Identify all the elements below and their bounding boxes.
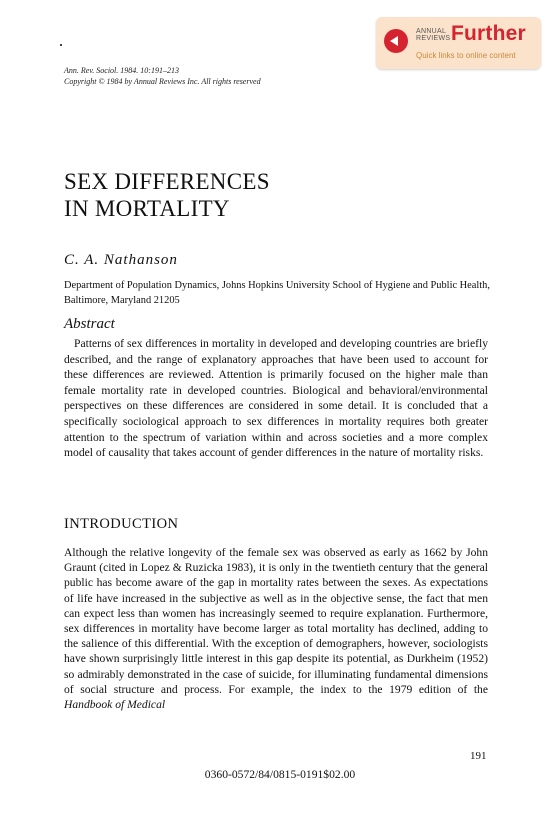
annual-reviews-further-badge[interactable] [376,17,541,69]
introduction-text-main: Although the relative longevity of the female sex was observed as early as 1662 by John Graunt (cited in Lopez & Ruzicka 1983), it is only in the twentieth century that the general public has become aware of the gap in mortality rates between the sexes. As expectations of life have increased in the subjective as well as in the objective sense, the fact that men can expect less than women has increasingly seemed to require explanation. Furthermore, sex differences in mortality have become larger as total mortality has declined, adding to the salience of this differential. With the exception of demographers, however, sociologists have shown surprisingly little interest in this gap despite its potential, as Durkheim (1952) so admirably demonstrated in the case of suicide, for illuminating fundamental dimensions of social structure and process. For example, the index to the 1979 edition of the [64,546,488,696]
badge-tagline: Quick links to online content [416,51,516,60]
journal-citation: Ann. Rev. Sociol. 1984. 10:191–213 [64,66,179,75]
back-arrow-icon [384,29,408,53]
author-affiliation: Department of Population Dynamics, Johns Hopkins University School of Hygiene and Public Health, Baltimore, Maryland 21205 [64,280,490,306]
abstract-heading: Abstract [64,316,115,332]
introduction-text-italic: Handbook of Medical [64,698,166,712]
scan-dot [60,44,62,46]
page-number: 191 [470,750,487,762]
title-line-1: SEX DIFFERENCES [64,169,270,194]
journal-copyright: Copyright © 1984 by Annual Reviews Inc. All rights reserved [64,77,261,86]
author-name: C. A. Nathanson [64,252,178,268]
badge-brand-big: Further [451,22,526,45]
introduction-heading: INTRODUCTION [64,516,179,532]
abstract-text: Patterns of sex differences in mortality in developed and developing countries are briefly described, and the range of explanatory approaches that have been used to account for these differences are reviewed. Attention is primarily focused on the higher male than female mortality rate in developed countries. Biological and behavioral/environmental perspectives on these differences are considered in some detail. It is concluded that a specifically sociological approach to sex differences in mortality requires both greater attention to the spectrum of variation within and across societies and a more complex model of causality that takes account of gender differences in the nature of mortality risks. [64,337,488,460]
article-code: 0360-0572/84/0815-0191$02.00 [204,768,356,781]
badge-brand-small: ANNUAL REVIEWS [416,28,451,42]
introduction-text [64,545,488,712]
title-line-2: IN MORTALITY [64,196,230,221]
article-title [64,168,270,222]
